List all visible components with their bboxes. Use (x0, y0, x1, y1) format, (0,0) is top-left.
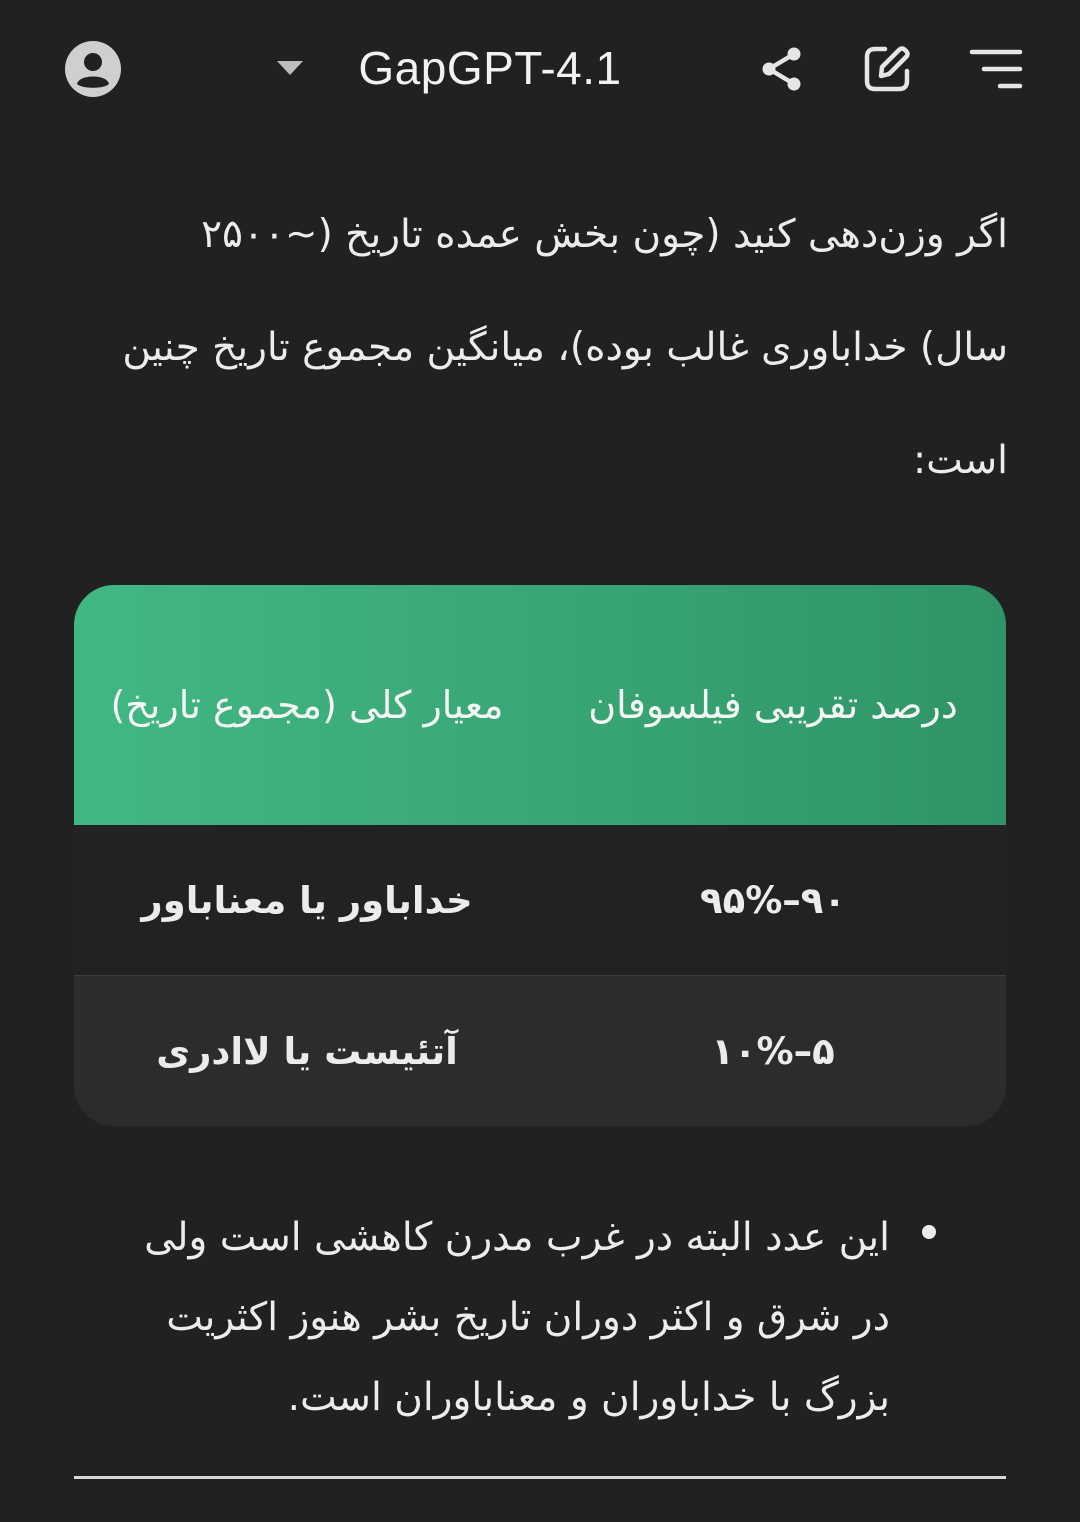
table-cell: ۵–۱۰% (711, 1030, 835, 1073)
divider (74, 1476, 1006, 1479)
data-table (74, 585, 1006, 1126)
table-cell: خداباور یا معناباور (141, 878, 473, 922)
table-header-cell: درصد تقریبی فیلسوفان (588, 683, 958, 727)
chevron-down-icon[interactable] (272, 52, 308, 84)
table-row (74, 975, 1006, 1126)
list-item (100, 1198, 950, 1438)
table-header-cell: معیار کلی (مجموع تاریخ) (110, 683, 504, 727)
table-header-row (74, 585, 1006, 825)
message-paragraph: اگر وزن‌دهی کنید (چون بخش عمده تاریخ (~۲۵۰۰ سال) خداباوری غالب بوده)، میانگین مجموع تاریخ چنین است: (122, 212, 1008, 483)
bullet-dot-icon (922, 1225, 936, 1239)
model-title[interactable]: GapGPT-4.1 (358, 42, 622, 94)
top-app-bar (0, 0, 1080, 140)
account-icon[interactable] (60, 38, 126, 100)
table-cell: آتئیست یا لاادری (156, 1030, 458, 1073)
edit-icon[interactable] (856, 38, 918, 100)
menu-icon[interactable] (966, 40, 1026, 98)
list-item-text: این عدد البته در غرب مدرن کاهشی است ولی در شرق و اکثر دوران تاریخ بشر هنوز اکثریت بزرگ با خداباوران و معناباوران است. (144, 1215, 890, 1420)
table-cell: ۹۰–۹۵% (700, 878, 846, 922)
table-row (74, 825, 1006, 975)
share-icon[interactable] (752, 38, 812, 100)
